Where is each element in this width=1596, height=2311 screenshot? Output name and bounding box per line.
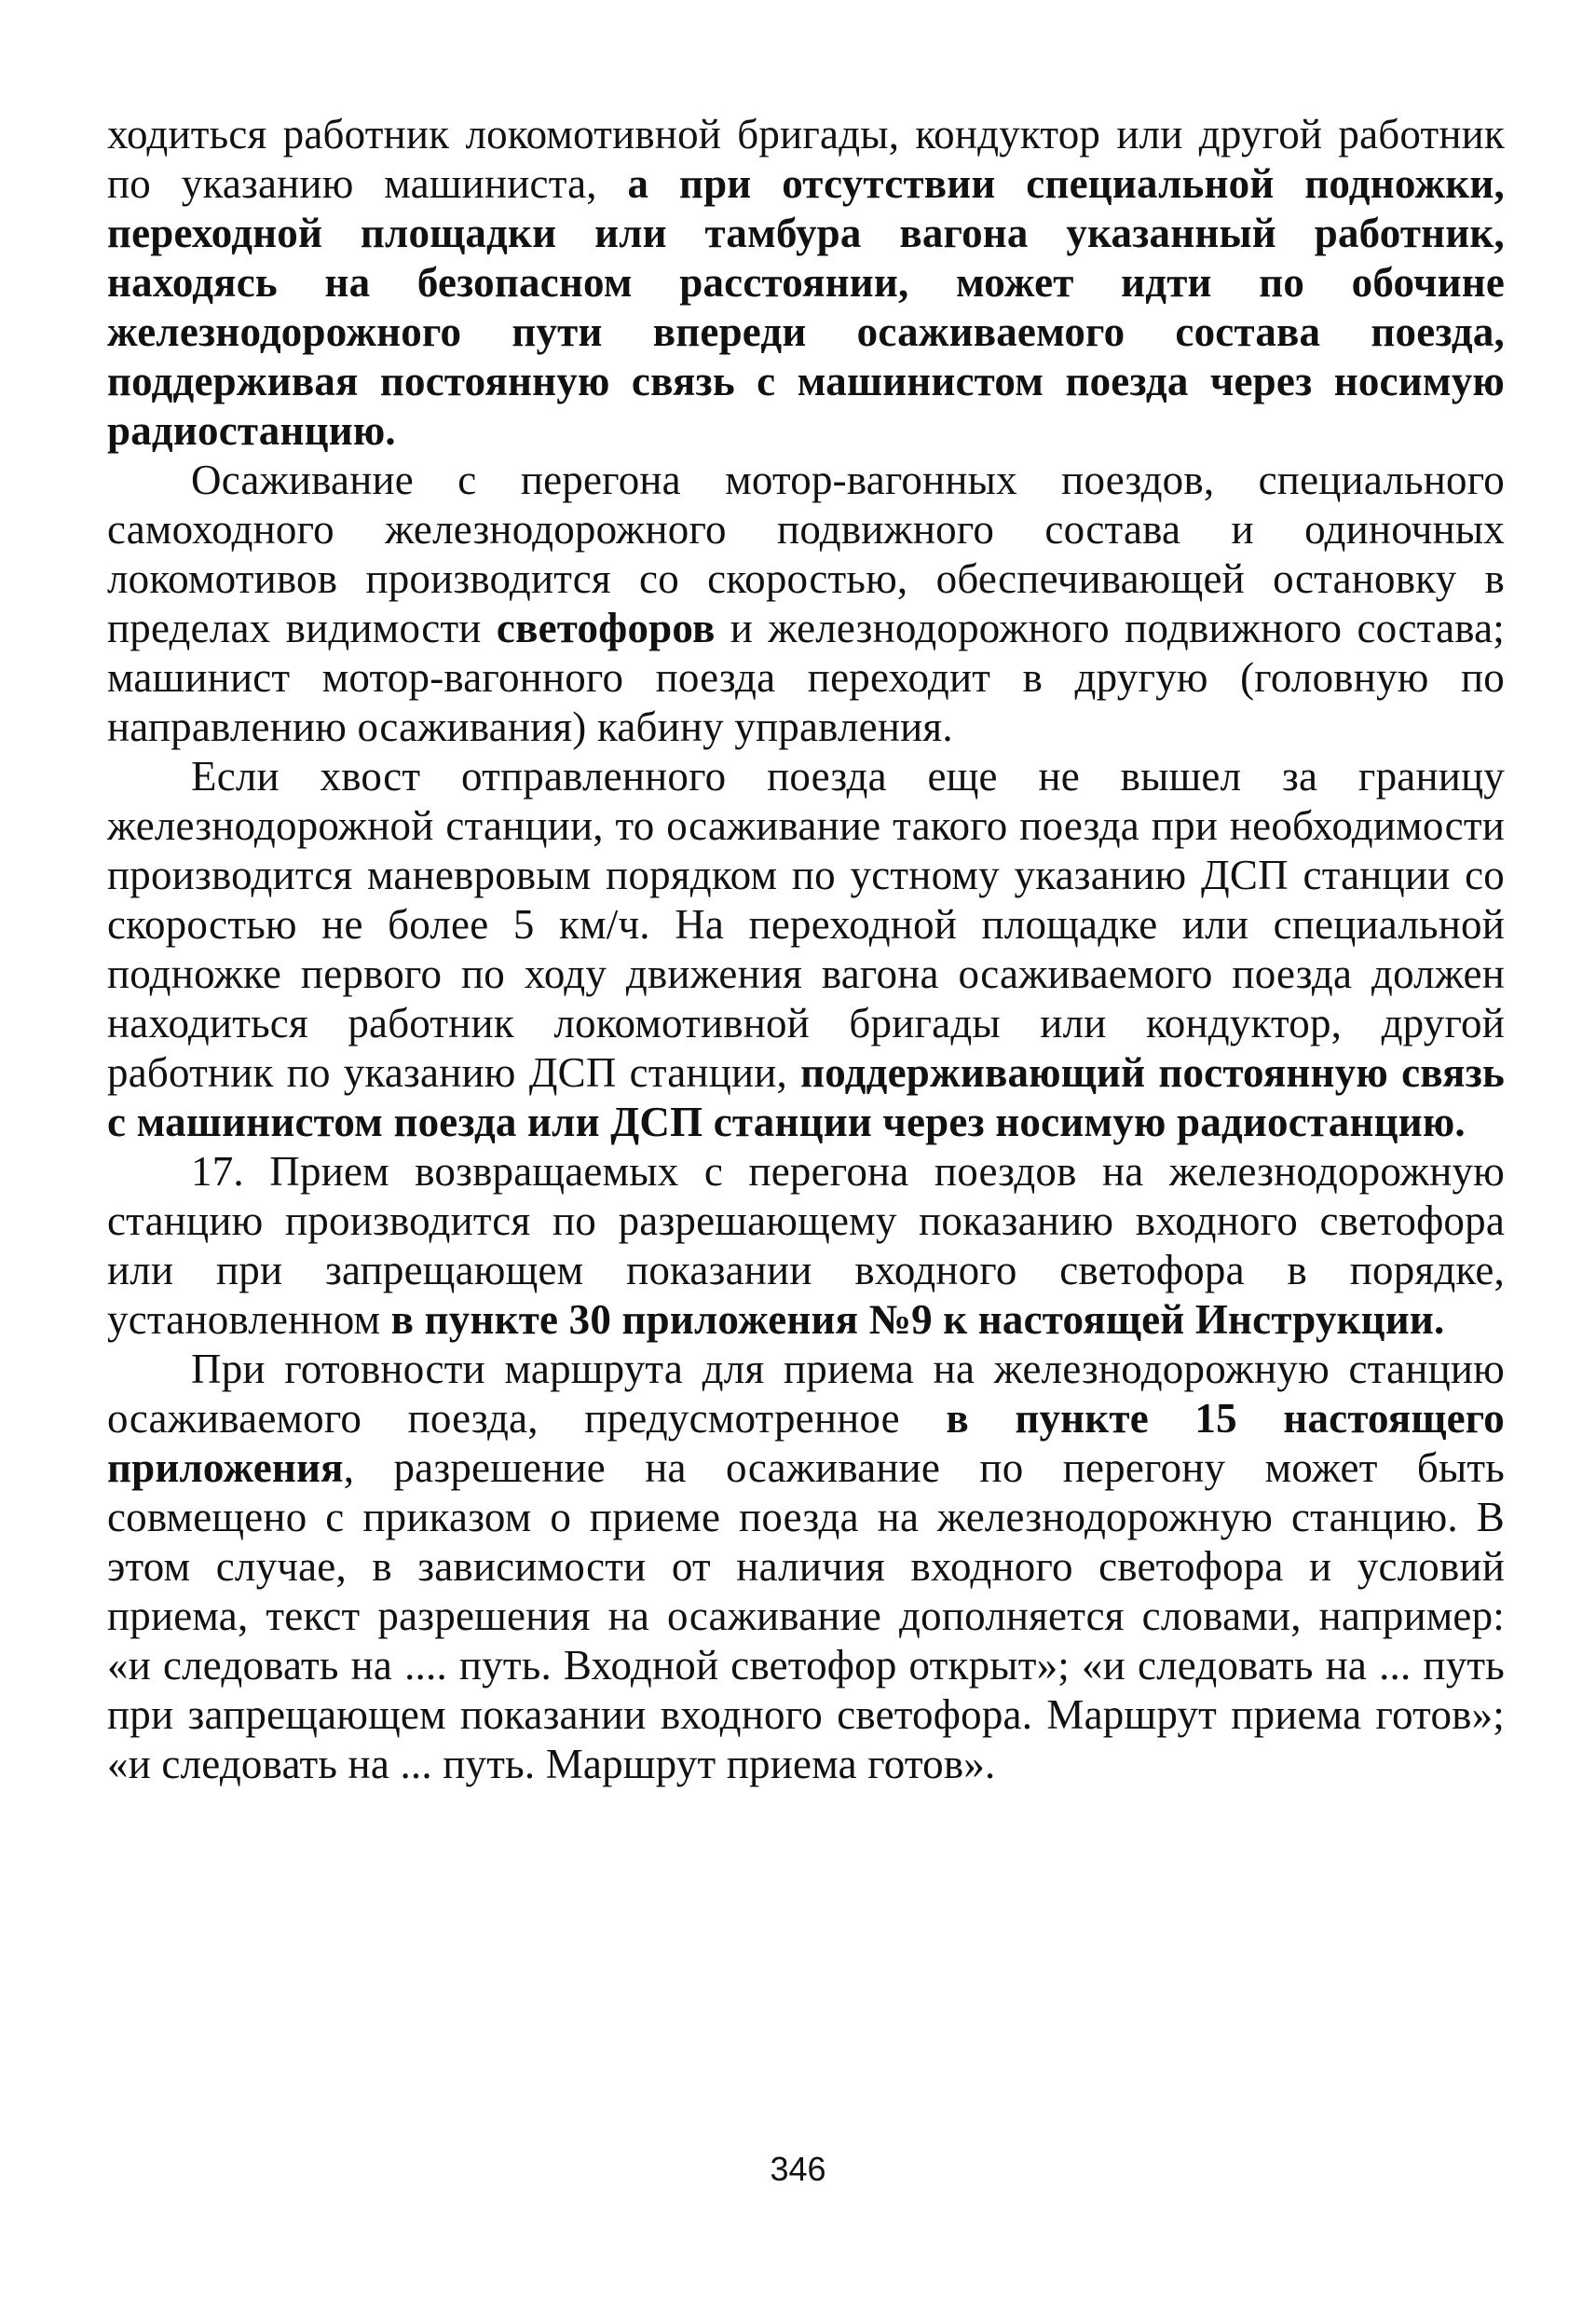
- bold-text-run: в пункте 30 приложения №9 к настоящей Инструкции.: [390, 1296, 1445, 1343]
- text-run: 17. Прием возвращаемых с перегона поездов на железнодорожную станцию производится по разрешающему показанию входного светофора или при запрещающем показании входного светофора в порядке, установленном: [107, 1148, 1505, 1343]
- bold-text-run: а при отсутствии специальной подножки, переходной площадки или тамбура вагона указанный работник, находясь на безопасном расстоянии, может идти по обочине железнодорожного пути впереди осаживаемого состава поезда, поддерживая постоянную связь с машинистом поезда через носимую радиостанцию.: [107, 160, 1505, 454]
- page-number: 346: [770, 2150, 826, 2188]
- bold-text-run: в пункте 15 настоящего приложения: [107, 1395, 1505, 1491]
- text-run: и железнодорожного подвижного состава; машинист мотор-вагонного поезда переходит в другую (головную по направлению осаживания) кабину управления.: [107, 605, 1505, 750]
- bold-text-run: светофоров: [496, 605, 716, 651]
- text-run: При готовности маршрута для приема на железнодорожную станцию осаживаемого поезда, предусмотренное: [107, 1346, 1505, 1442]
- text-run: Если хвост отправленного поезда еще не вышел за границу железнодорожной станции, то осаживание такого поезда при необходимости производится маневровым порядком по устному указанию ДСП станции со скоростью не более 5 км/ч. На переходной площадке или специальной подножке первого по ходу движения вагона осаживаемого поезда должен находиться работник локомотивной бригады или кондуктор, другой работник по указанию ДСП станции,: [107, 753, 1505, 1096]
- text-run: ходиться работник локомотивной бригады, кондуктор или другой работник по указанию машиниста,: [107, 111, 1505, 207]
- paragraph-gotovnost-marshruta: [107, 1345, 1505, 1789]
- paragraph-osazhivanie-motor-vagonnyh: [107, 456, 1505, 752]
- text-run: Осаживание с перегона мотор-вагонных поездов, специального самоходного железнодорожного подвижного состава и одиночных локомотивов производится со скоростью, обеспечивающей остановку в пределах видимости: [107, 457, 1505, 651]
- page-body: [107, 110, 1505, 1789]
- paragraph-continuation: [107, 110, 1505, 456]
- text-run: , разрешение на осаживание по перегону может быть совмещено с приказом о приеме поезда на железнодорожную станцию. В этом случае, в зависимости от наличия входного светофора и условий приема, текст разрешения на осаживание дополняется словами, например: «и следовать на .... путь. Входной светофор открыт»; «и следовать на ... путь при запрещающем показании входного светофора. Маршрут приема готов»; «и следовать на ... путь. Маршрут приема готов».: [107, 1444, 1505, 1787]
- bold-text-run: поддерживающий постоянную связь с машинистом поезда или ДСП станции через носимую радиостанцию.: [107, 1049, 1505, 1145]
- paragraph-item-17: [107, 1147, 1505, 1345]
- paragraph-hvost-poezda: [107, 752, 1505, 1147]
